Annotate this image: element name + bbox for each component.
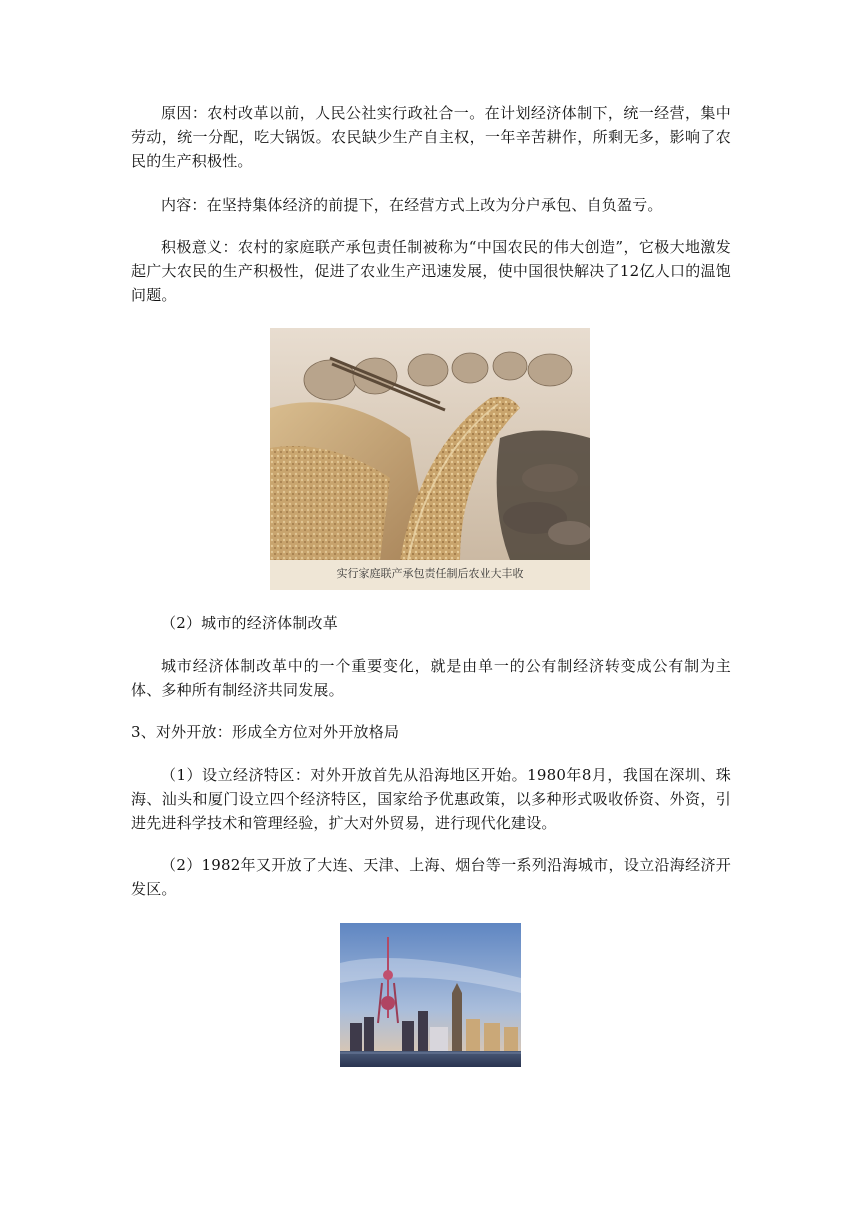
- paragraph-urban-body: 城市经济体制改革中的一个重要变化，就是由单一的公有制经济转变成公有制为主体、多种所有制经济共同发展。: [131, 657, 731, 699]
- paragraph-sez: （1）设立经济特区：对外开放首先从沿海地区开始。1980年8月，我国在深圳、珠海、汕头和厦门设立四个经济特区，国家给予优惠政策，以多种形式吸收侨资、外资，引进先进科学技术和管理经验，扩大对外贸易，进行现代化建设。: [131, 766, 731, 832]
- grain-harvest-image: [270, 328, 590, 560]
- shanghai-skyline-image: [340, 923, 521, 1067]
- paragraph-significance: 积极意义：农村的家庭联产承包责任制被称为“中国农民的伟大创造”，它极大地激发起广大农民的生产积极性，促进了农业生产迅速发展，使中国很快解决了12亿人口的温饱问题。: [131, 238, 731, 304]
- paragraph-reason: 原因：农村改革以前，人民公社实行政社合一。在计划经济体制下，统一经营，集中劳动，统一分配，吃大锅饭。农民缺少生产自主权，一年辛苦耕作，所剩无多，影响了农民的生产积极性。: [131, 104, 731, 170]
- shanghai-skyline-figure: [340, 923, 521, 1067]
- paragraph-coastal: （2）1982年又开放了大连、天津、上海、烟台等一系列沿海城市，设立沿海经济开发区。: [131, 856, 731, 898]
- paragraph-content: 内容：在坚持集体经济的前提下，在经营方式上改为分户承包、自负盈亏。: [161, 196, 663, 214]
- paragraph-urban-heading: （2）城市的经济体制改革: [161, 614, 338, 632]
- harvest-caption: 实行家庭联产承包责任制后农业大丰收: [336, 567, 524, 580]
- harvest-figure: [270, 328, 590, 590]
- section-opening-heading: 3、对外开放：形成全方位对外开放格局: [131, 723, 400, 741]
